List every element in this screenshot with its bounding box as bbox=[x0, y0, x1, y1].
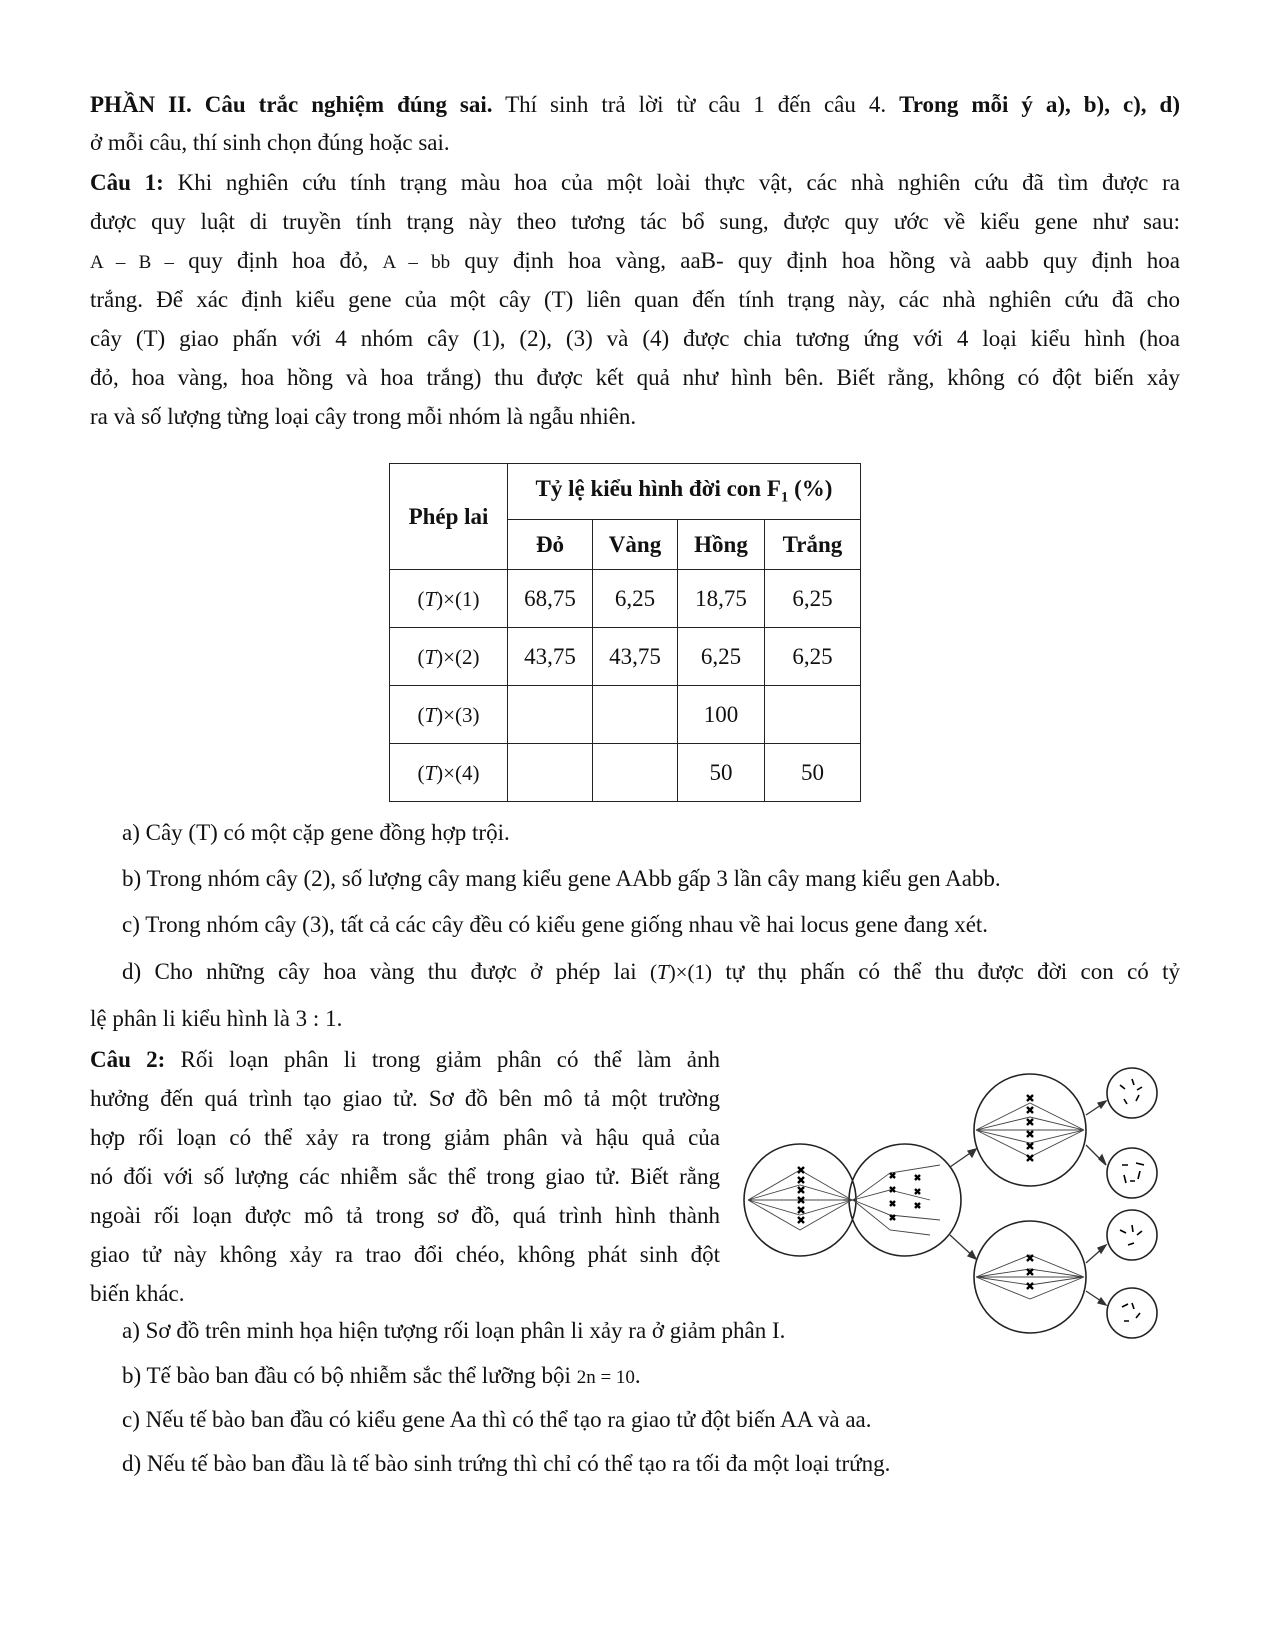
table-cell bbox=[593, 686, 678, 744]
q2-line5: ngoài rối loạn được mô tả trong sơ đồ, quá trình hình thành bbox=[90, 1203, 720, 1228]
table-cell: 100 bbox=[678, 686, 765, 744]
gamete-circle bbox=[1107, 1148, 1157, 1198]
q2-option-b: b) Tế bào ban đầu có bộ nhiễm sắc thể lưỡng bội 2n = 10. bbox=[122, 1363, 641, 1388]
section-instruction-line2: ở mỗi câu, thí sinh chọn đúng hoặc sai. bbox=[90, 130, 450, 155]
section-heading-line bbox=[90, 90, 1180, 120]
q1-line1: Câu 1: Khi nghiên cứu tính trạng màu hoa của một loài thực vật, các nhà nghiên cứu đã tìm được ra bbox=[90, 170, 1180, 195]
q1-option-b: b) Trong nhóm cây (2), số lượng cây mang kiểu gene AAbb gấp 3 lần cây mang kiểu gen Aabb. bbox=[122, 866, 1001, 891]
col-header: Đỏ bbox=[508, 520, 593, 570]
table-row bbox=[390, 628, 861, 686]
table-cell: 68,75 bbox=[508, 570, 593, 628]
cross-label: (T)×(2) bbox=[390, 628, 508, 686]
table-cell bbox=[508, 744, 593, 802]
q2-line3: hợp rối loạn có thể xảy ra trong giảm phân và hậu quả của bbox=[90, 1125, 720, 1150]
q2-label: Câu 2: bbox=[90, 1047, 166, 1072]
table-row bbox=[390, 686, 861, 744]
table-cell: 6,25 bbox=[765, 628, 861, 686]
table-row bbox=[390, 570, 861, 628]
q1-line3: A – B – quy định hoa đỏ, A – bb quy định hoa vàng, aaB- quy định hoa hồng và aabb quy định hoa bbox=[90, 248, 1180, 273]
q1-line7: ra và số lượng từng loại cây trong mỗi nhóm là ngẫu nhiên. bbox=[90, 404, 637, 429]
cross-results-table bbox=[389, 463, 861, 802]
q1-option-a: a) Cây (T) có một cặp gene đồng hợp trội. bbox=[122, 820, 510, 845]
gamete-circle bbox=[1107, 1288, 1157, 1338]
q2-line4: nó đối với số lượng các nhiễm sắc thể trong giao tử. Biết rằng bbox=[90, 1164, 720, 1189]
gamete-circle bbox=[1107, 1210, 1157, 1260]
section-heading: PHẦN II. Câu trắc nghiệm đúng sai. bbox=[90, 92, 493, 117]
cross-label: (T)×(3) bbox=[390, 686, 508, 744]
table-cell: 6,25 bbox=[593, 570, 678, 628]
q1-label: Câu 1: bbox=[90, 170, 164, 195]
section-instruction-bold: Trong mỗi ý a), b), c), d) bbox=[899, 92, 1180, 117]
table-cell: 50 bbox=[678, 744, 765, 802]
header-cross: Phép lai bbox=[390, 464, 508, 570]
q1-line6: đỏ, hoa vàng, hoa hồng và hoa trắng) thu được kết quả như hình bên. Biết rằng, không có đột biến xảy bbox=[90, 365, 1180, 390]
section-instruction: Thí sinh trả lời từ câu 1 đến câu 4. bbox=[492, 92, 900, 117]
q1-line4: trắng. Để xác định kiểu gene của một cây (T) liên quan đến tính trạng này, các nhà nghiên cứu đã cho bbox=[90, 287, 1180, 312]
diploid-number: 2n = 10 bbox=[576, 1367, 635, 1388]
col-header: Vàng bbox=[593, 520, 678, 570]
table-row bbox=[390, 744, 861, 802]
header-ratio: Tỷ lệ kiểu hình đời con $F_1$ (%) bbox=[508, 464, 861, 520]
q2-line6: giao tử này không xảy ra trao đổi chéo, không phát sinh đột bbox=[90, 1242, 720, 1267]
table-cell: 18,75 bbox=[678, 570, 765, 628]
meiosis-i-cell bbox=[849, 1144, 961, 1256]
table-cell: 50 bbox=[765, 744, 861, 802]
q1-line5: cây (T) giao phấn với 4 nhóm cây (1), (2), (3) và (4) được chia tương ứng với 4 loại kiểu hình (hoa bbox=[90, 326, 1180, 351]
meiosis-nondisjunction-diagram bbox=[740, 1055, 1170, 1355]
q2-line2: hưởng đến quá trình tạo giao tử. Sơ đồ bên mô tả một trường bbox=[90, 1086, 720, 1111]
q2-option-c: c) Nếu tế bào ban đầu có kiểu gene Aa thì có thể tạo ra giao tử đột biến AA và aa. bbox=[122, 1407, 872, 1432]
table-cell: 6,25 bbox=[765, 570, 861, 628]
q2-line1: Câu 2: Rối loạn phân li trong giảm phân có thể làm ảnh bbox=[90, 1047, 721, 1072]
table-cell bbox=[765, 686, 861, 744]
col-header: Trắng bbox=[765, 520, 861, 570]
gamete-circle bbox=[1107, 1068, 1157, 1118]
table-cell: 43,75 bbox=[508, 628, 593, 686]
q2-option-d: d) Nếu tế bào ban đầu là tế bào sinh trứng thì chỉ có thể tạo ra tối đa một loại trứng. bbox=[122, 1451, 891, 1476]
table-cell: 43,75 bbox=[593, 628, 678, 686]
col-header: Hồng bbox=[678, 520, 765, 570]
cross-label: (T)×(1) bbox=[390, 570, 508, 628]
table-cell bbox=[593, 744, 678, 802]
q2-line7: biến khác. bbox=[90, 1281, 185, 1306]
table-cell bbox=[508, 686, 593, 744]
q1-option-c: c) Trong nhóm cây (3), tất cả các cây đều có kiểu gene giống nhau về hai locus gene đang xét. bbox=[122, 912, 989, 937]
q2-option-a: a) Sơ đồ trên minh họa hiện tượng rối loạn phân li xảy ra ở giảm phân I. bbox=[122, 1318, 786, 1343]
q1-option-d: d) Cho những cây hoa vàng thu được ở phép lai (T)×(1) tự thụ phấn có thể thu được đời con có tỷ bbox=[122, 959, 1180, 984]
cross-label: (T)×(4) bbox=[390, 744, 508, 802]
genotype-a-bb: A – bb bbox=[382, 252, 451, 273]
q1-line2: được quy luật di truyền tính trạng này theo tương tác bổ sung, được quy ước về kiểu gene như sau: bbox=[90, 209, 1180, 234]
table-cell: 6,25 bbox=[678, 628, 765, 686]
genotype-a-b: A – B – bbox=[90, 252, 175, 273]
q1-option-d-cont: lệ phân li kiểu hình là 3 : 1. bbox=[90, 1006, 343, 1031]
